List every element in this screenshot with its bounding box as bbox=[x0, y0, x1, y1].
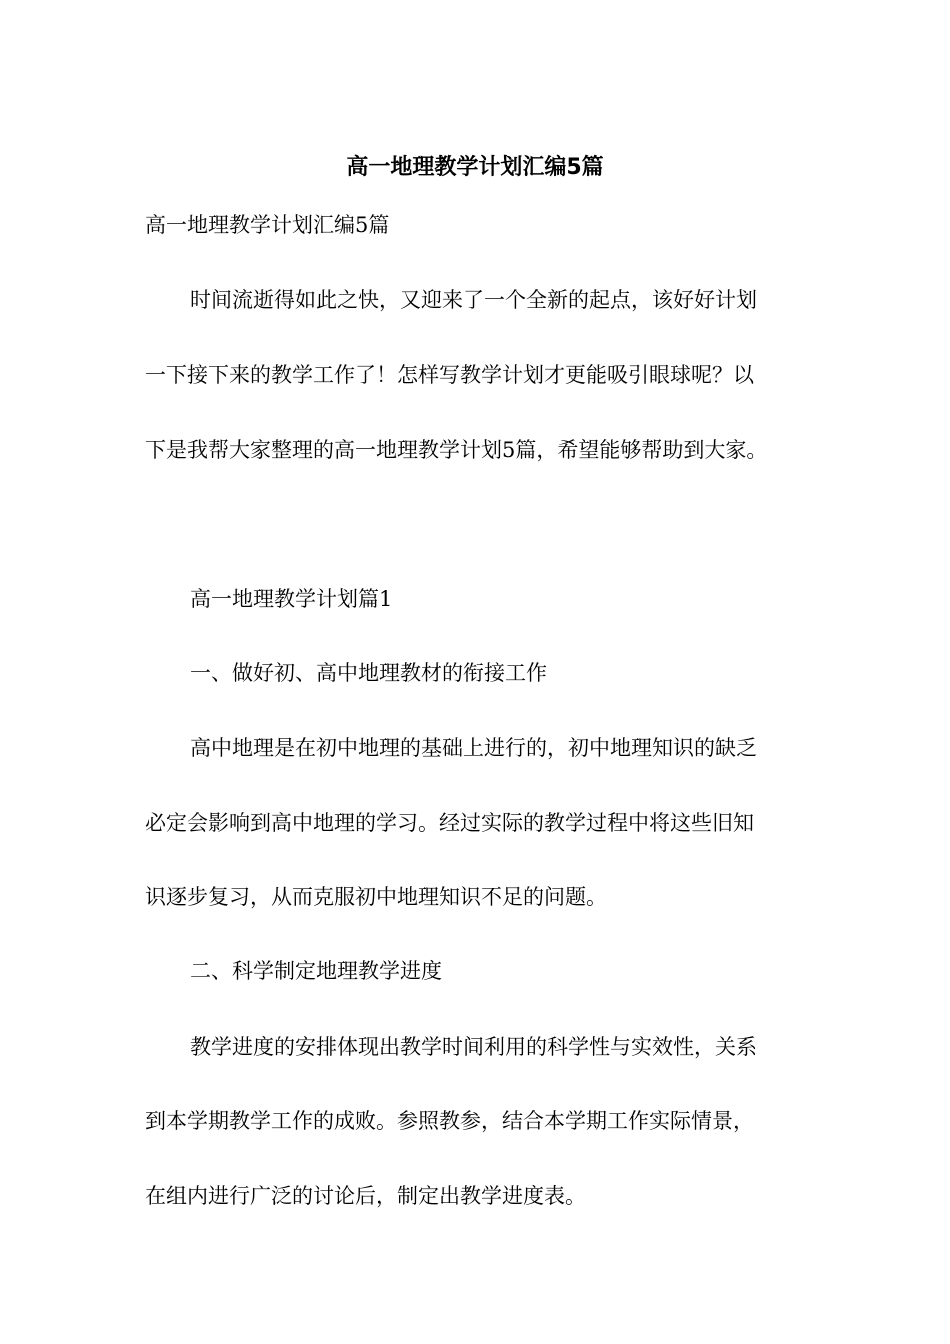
intro-paragraph-line-3: 下是我帮大家整理的高一地理教学计划5篇，希望能够帮助到大家。 bbox=[145, 438, 768, 462]
subtitle-line: 高一地理教学计划汇编5篇 bbox=[145, 213, 390, 237]
subheading-2: 二、科学制定地理教学进度 bbox=[190, 959, 442, 983]
paragraph-2-line-1: 教学进度的安排体现出教学时间利用的科学性与实效性，关系 bbox=[190, 1035, 757, 1059]
intro-paragraph-line-2: 一下接下来的教学工作了！怎样写教学计划才更能吸引眼球呢？以 bbox=[145, 363, 754, 387]
paragraph-1-line-3: 识逐步复习，从而克服初中地理知识不足的问题。 bbox=[145, 885, 607, 909]
paragraph-2-line-2: 到本学期教学工作的成败。参照教参，结合本学期工作实际情景， bbox=[145, 1109, 754, 1133]
subheading-1: 一、做好初、高中地理教材的衔接工作 bbox=[190, 661, 547, 685]
paragraph-1-line-1: 高中地理是在初中地理的基础上进行的，初中地理知识的缺乏 bbox=[190, 736, 757, 760]
section-heading-plan-1: 高一地理教学计划篇1 bbox=[190, 587, 393, 611]
intro-paragraph-line-1: 时间流逝得如此之快，又迎来了一个全新的起点，该好好计划 bbox=[190, 288, 757, 312]
paragraph-1-line-2: 必定会影响到高中地理的学习。经过实际的教学过程中将这些旧知 bbox=[145, 811, 754, 835]
document-title: 高一地理教学计划汇编5篇 bbox=[346, 155, 604, 180]
paragraph-2-line-3: 在组内进行广泛的讨论后，制定出教学进度表。 bbox=[145, 1184, 586, 1208]
